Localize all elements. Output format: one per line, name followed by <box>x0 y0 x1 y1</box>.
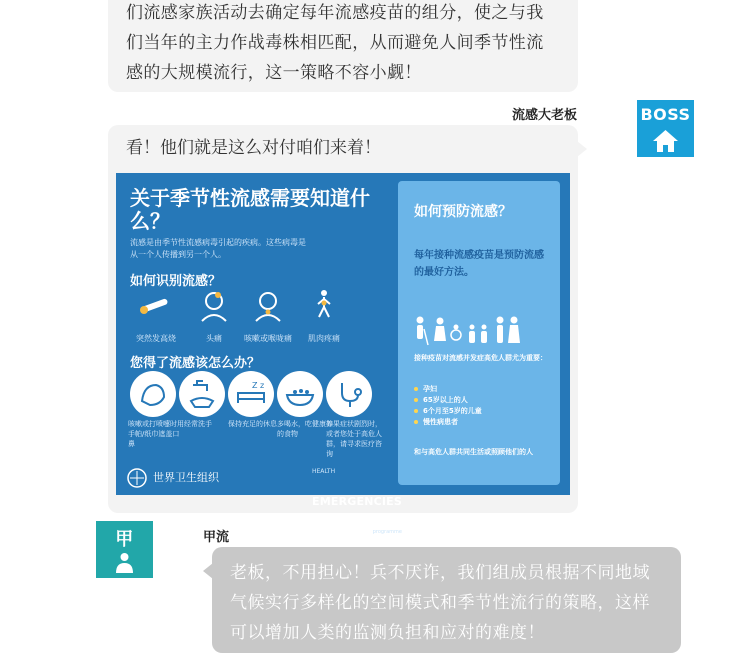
poster-title: 关于季节性流感需要知道什么？ <box>130 186 370 233</box>
symptom-label: 头痛 <box>206 334 222 343</box>
emergencies-post: programme <box>372 529 402 535</box>
list-item: 6个月至5岁的儿童 <box>414 406 482 417</box>
boss-message-text: 看！他们就是这么对付咱们来着！ <box>126 138 381 158</box>
home-icon <box>637 100 694 157</box>
risk-group-list <box>414 384 482 428</box>
jia-message-bubble <box>212 547 681 653</box>
boss-message-bubble <box>108 125 578 535</box>
identify-heading: 如何识别流感？ <box>130 274 222 289</box>
action-label: 保持充足的休息 <box>228 420 277 428</box>
flu-infographic[interactable] <box>116 173 570 535</box>
list-item: 慢性病患者 <box>414 417 482 428</box>
rest-circle <box>228 371 274 417</box>
stethoscope-icon <box>326 371 372 417</box>
action-label: 咳嗽或打喷嚏时用手帕/纸巾遮盖口鼻 <box>128 420 184 448</box>
bed-icon <box>228 371 274 417</box>
action-label: 如果症状剧烈时，或者您处于高危人群，请寻求医疗咨询 <box>326 420 382 458</box>
message-line: 们当年的主力作战毒株相匹配，从而避免人间季节性流 <box>126 33 544 53</box>
symptom-label: 突然发高烧 <box>136 334 176 343</box>
who-logo <box>126 463 219 493</box>
message-line: 老板，不用担心！兵不厌诈，我们组成员根据不同地域 <box>230 563 650 583</box>
faucet-icon <box>179 371 225 417</box>
avatar-boss[interactable] <box>637 100 694 157</box>
emergencies-pre: HEALTH <box>312 468 336 475</box>
avatar-jia[interactable] <box>96 521 153 578</box>
who-emblem-icon <box>126 467 148 489</box>
person-icon <box>96 521 153 578</box>
action-label: 多喝水，吃健康养的食物 <box>277 420 333 438</box>
symptom-fever <box>124 289 188 354</box>
prevention-footnote: 和与高危人群共同生活或照顾他们的人 <box>414 448 533 456</box>
message-line: 气候实行多样化的空间模式和季节性流行的策略，这样 <box>230 593 650 613</box>
message-line: 们流感家族活动去确定每年流感疫苗的组分，使之与我 <box>126 3 544 23</box>
svg-text:Z z: Z z <box>252 381 265 390</box>
sender-name-boss: 流感大老板 <box>512 108 578 123</box>
prevention-panel <box>398 181 560 485</box>
list-item: 孕妇 <box>414 384 482 395</box>
seek-care-circle <box>326 371 372 417</box>
cover-cough-circle <box>130 371 176 417</box>
poster-subtitle: 流感是由季节性流感病毒引起的疾病。这些病毒是从一个人传播到另一个人。 <box>130 238 306 259</box>
prevention-title: 如何预防流感？ <box>414 204 512 220</box>
thermometer-icon <box>136 289 176 321</box>
food-bowl-icon <box>277 371 323 417</box>
symptom-cough <box>236 289 300 354</box>
avatar-text: BOSS <box>640 105 691 124</box>
symptom-muscle <box>292 289 356 354</box>
drink-water-circle <box>277 371 323 417</box>
message-line: 可以增加人类的监测负担和应对的难度！ <box>230 623 545 643</box>
tissue-icon <box>130 371 176 417</box>
emergencies-logo <box>312 457 402 547</box>
prev-message-bubble <box>108 0 578 92</box>
throat-icon <box>248 289 288 321</box>
wash-hands-circle <box>179 371 225 417</box>
message-line: 感的大规模流行，这一策略不容小觑！ <box>126 63 422 83</box>
head-pain-icon <box>194 289 234 321</box>
symptom-label: 咳嗽或喉咙痛 <box>244 334 292 343</box>
body-pain-icon <box>304 289 344 321</box>
avatar-text: 甲 <box>115 529 134 550</box>
emergencies-text: EMERGENCIES <box>312 495 402 508</box>
people-icon <box>412 315 532 347</box>
sender-name-jia: 甲流 <box>203 530 230 545</box>
who-label: 世界卫生组织 <box>153 471 219 484</box>
what-to-do-heading: 您得了流感该怎么办？ <box>130 356 261 371</box>
risk-description: 接种疫苗对流感并发症高危人群尤为重要： <box>414 354 547 362</box>
action-label: 经常洗手 <box>184 420 212 428</box>
symptom-label: 肌肉疼痛 <box>308 334 340 343</box>
prevention-lead: 每年接种流感疫苗是预防流感的最好方法。 <box>414 250 544 278</box>
list-item: 65岁以上的人 <box>414 395 482 406</box>
